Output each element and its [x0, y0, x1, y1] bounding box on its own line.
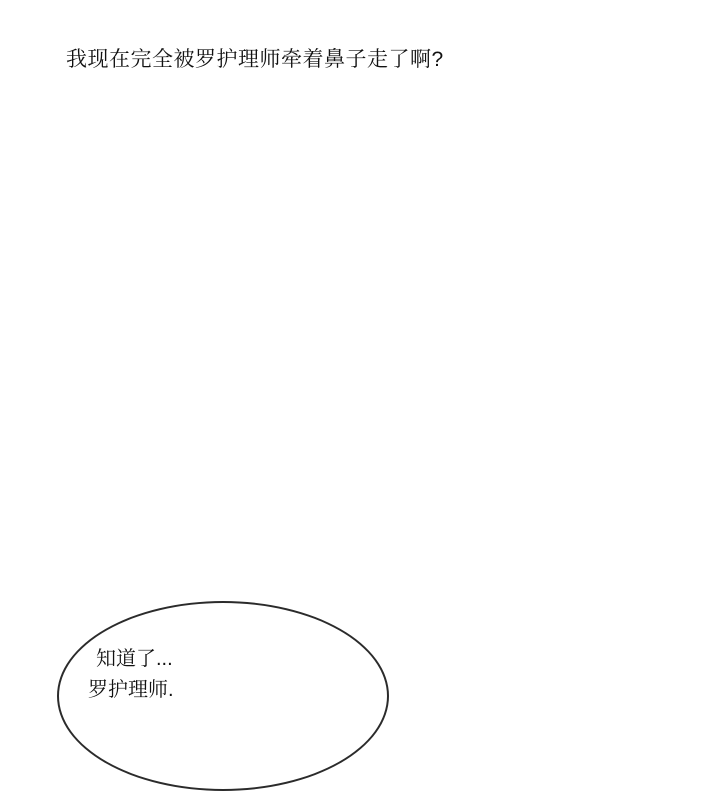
- narration-text: 我现在完全被罗护理师牵着鼻子走了啊?: [66, 48, 444, 71]
- speech-bubble-text: [88, 644, 356, 706]
- speech-line-2: 罗护理师.: [88, 679, 174, 701]
- speech-line-1: 知道了...: [96, 648, 173, 670]
